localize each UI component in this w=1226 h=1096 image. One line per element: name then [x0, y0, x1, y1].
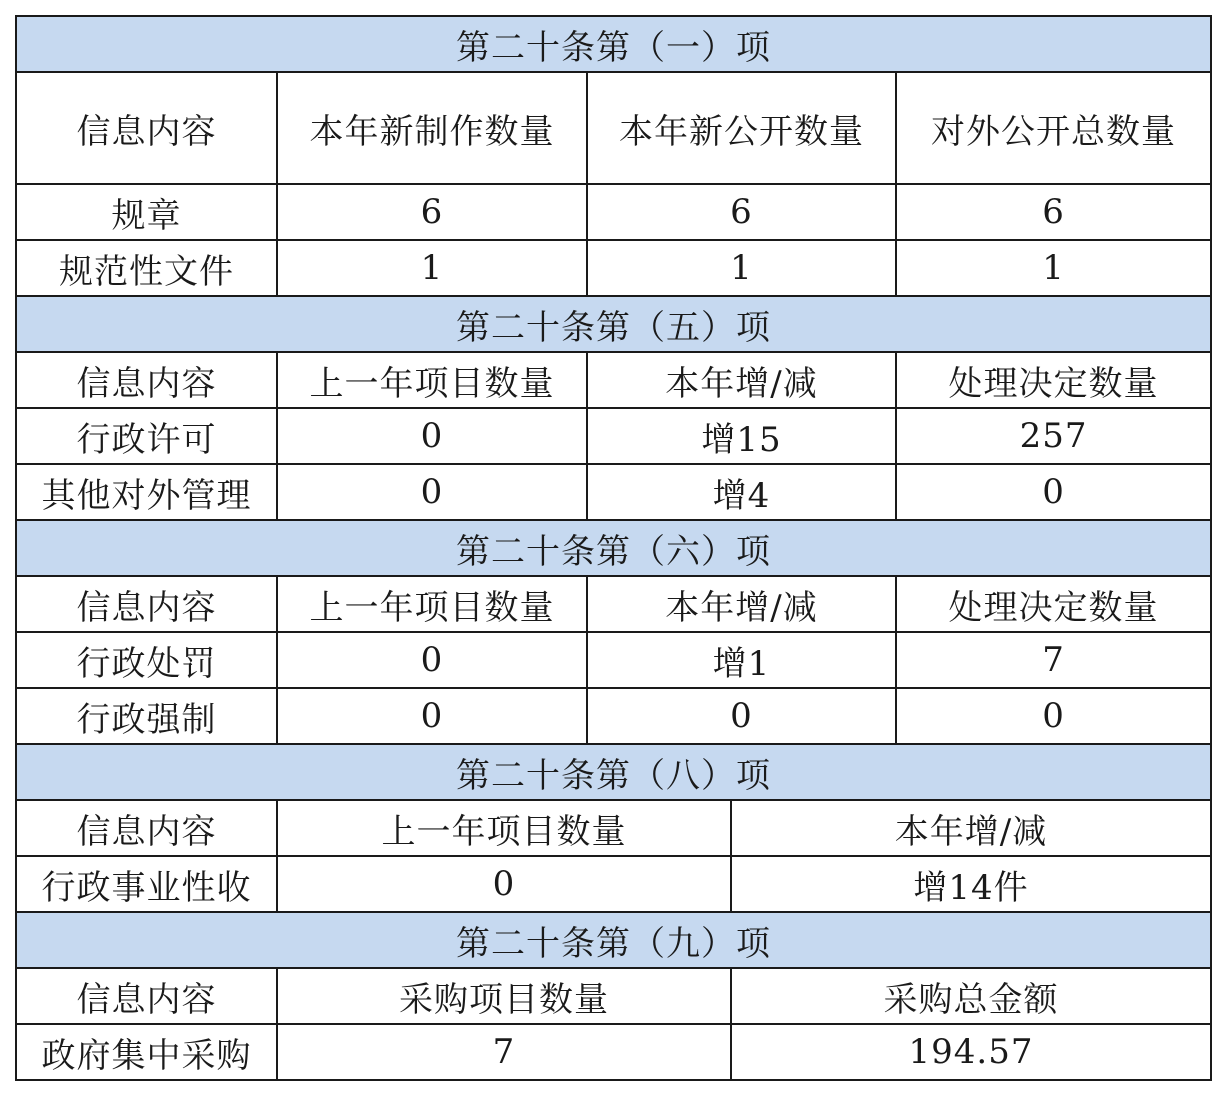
- header-cell: 对外公开总数量: [896, 72, 1211, 184]
- section-title: 第二十条第（一）项: [16, 16, 1211, 72]
- table-cell: 0: [277, 632, 587, 688]
- table-cell: 257: [896, 408, 1211, 464]
- row-label: 政府集中采购: [16, 1024, 277, 1080]
- table-row: [16, 1024, 1211, 1080]
- table-cell: 6: [896, 184, 1211, 240]
- table-cell: 1: [277, 240, 587, 296]
- row-label: 行政强制: [16, 688, 277, 744]
- table-cell: 6: [587, 184, 896, 240]
- header-cell: 信息内容: [16, 800, 277, 856]
- table-cell: 增14件: [731, 856, 1211, 912]
- header-cell: 本年新公开数量: [587, 72, 896, 184]
- section-title: 第二十条第（九）项: [16, 912, 1211, 968]
- header-cell: 处理决定数量: [896, 352, 1211, 408]
- section-title: 第二十条第（六）项: [16, 520, 1211, 576]
- header-cell: 上一年项目数量: [277, 576, 587, 632]
- table-row: [16, 632, 1211, 688]
- disclosure-table: [15, 15, 1212, 1081]
- table-cell: 1: [896, 240, 1211, 296]
- table-cell: 194.57: [731, 1024, 1211, 1080]
- table-cell: 6: [277, 184, 587, 240]
- table-row: [16, 408, 1211, 464]
- header-cell: 本年增/减: [587, 576, 896, 632]
- table-cell: 0: [896, 464, 1211, 520]
- header-cell: 采购项目数量: [277, 968, 731, 1024]
- table-cell: 增15: [587, 408, 896, 464]
- table-cell: 增4: [587, 464, 896, 520]
- header-cell: 信息内容: [16, 352, 277, 408]
- table-cell: 7: [277, 1024, 731, 1080]
- table-row: [16, 240, 1211, 296]
- section-title: 第二十条第（五）项: [16, 296, 1211, 352]
- header-cell: 信息内容: [16, 968, 277, 1024]
- table-cell: 0: [277, 688, 587, 744]
- table-row: [16, 184, 1211, 240]
- table-cell: 0: [277, 408, 587, 464]
- row-label: 行政许可: [16, 408, 277, 464]
- header-cell: 本年增/减: [731, 800, 1211, 856]
- row-label: 规章: [16, 184, 277, 240]
- header-cell: 采购总金额: [731, 968, 1211, 1024]
- row-label: 行政处罚: [16, 632, 277, 688]
- header-cell: 信息内容: [16, 576, 277, 632]
- table-cell: 增1: [587, 632, 896, 688]
- header-cell: 处理决定数量: [896, 576, 1211, 632]
- row-label: 行政事业性收: [16, 856, 277, 912]
- table-row: [16, 688, 1211, 744]
- header-cell: 上一年项目数量: [277, 800, 731, 856]
- header-cell: 信息内容: [16, 72, 277, 184]
- table-row: [16, 464, 1211, 520]
- section-title: 第二十条第（八）项: [16, 744, 1211, 800]
- header-cell: 上一年项目数量: [277, 352, 587, 408]
- table-cell: 0: [587, 688, 896, 744]
- table-cell: 7: [896, 632, 1211, 688]
- table-cell: 0: [277, 856, 731, 912]
- row-label: 规范性文件: [16, 240, 277, 296]
- table-cell: 0: [896, 688, 1211, 744]
- table-cell: 1: [587, 240, 896, 296]
- header-cell: 本年增/减: [587, 352, 896, 408]
- table-cell: 0: [277, 464, 587, 520]
- header-cell: 本年新制作数量: [277, 72, 587, 184]
- row-label: 其他对外管理: [16, 464, 277, 520]
- table-row: [16, 856, 1211, 912]
